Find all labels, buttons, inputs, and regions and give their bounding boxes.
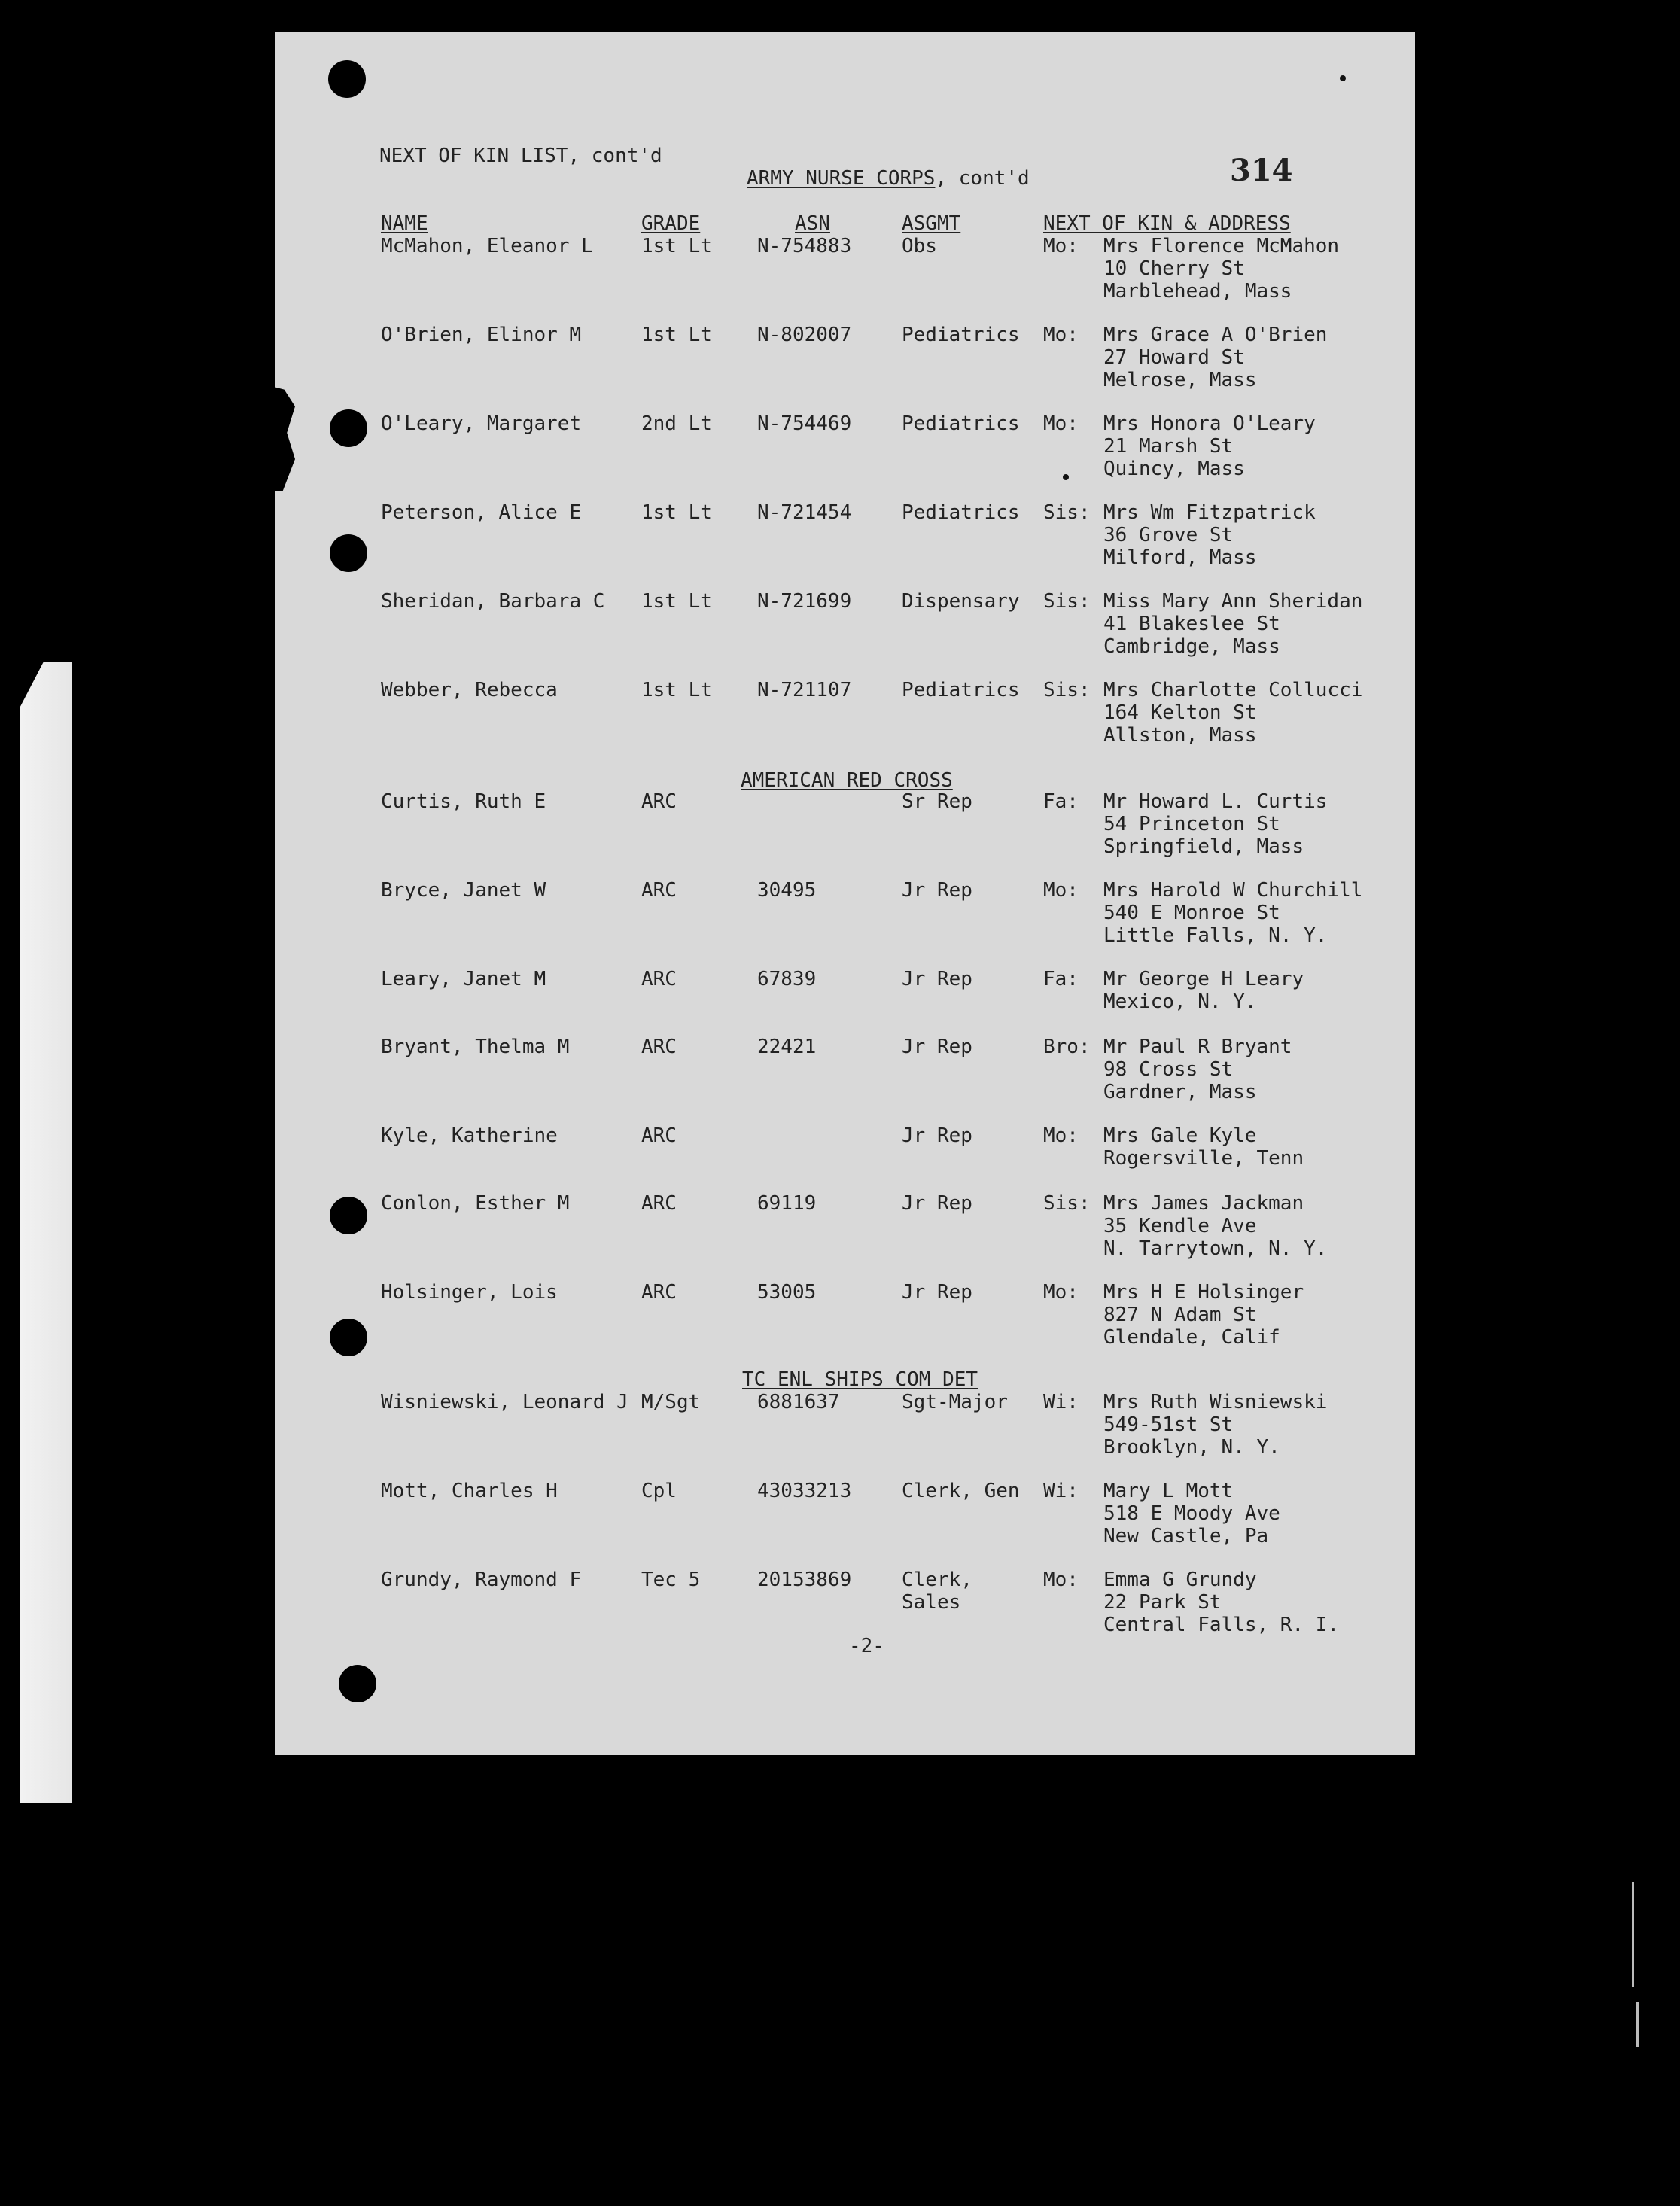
relationship: Mo: (1043, 1281, 1079, 1304)
grade: ARC (641, 1036, 677, 1058)
address-line: 540 E Monroe St (1103, 902, 1280, 924)
document-page (275, 32, 1415, 1755)
punch-hole (328, 60, 366, 98)
grade: 1st Lt (641, 324, 712, 346)
address-line: Mrs Honora O'Leary (1103, 412, 1316, 435)
table-row (275, 501, 1415, 574)
asn: 22421 (757, 1036, 817, 1058)
assignment-line: Jr Rep (902, 1124, 972, 1147)
table-row (275, 968, 1415, 1040)
assignment-line: Jr Rep (902, 1192, 972, 1215)
table-row (275, 790, 1415, 863)
person-name: Kyle, Katherine (381, 1124, 558, 1147)
column-header-name: NAME (381, 212, 428, 235)
person-name: O'Brien, Elinor M (381, 324, 582, 346)
address-line: 41 Blakeslee St (1103, 613, 1280, 635)
person-name: Bryce, Janet W (381, 879, 546, 902)
next-of-kin-address (1103, 1281, 1304, 1349)
address-line: Mary L Mott (1103, 1480, 1234, 1502)
address-line: Mrs Harold W Churchill (1103, 879, 1363, 902)
assignment-line: Sgt-Major (902, 1391, 1008, 1413)
address-line: 518 E Moody Ave (1103, 1502, 1280, 1525)
address-line: Mr Paul R Bryant (1103, 1036, 1292, 1058)
next-of-kin-address (1103, 501, 1316, 569)
address-line: Glendale, Calif (1103, 1326, 1280, 1349)
person-name: Sheridan, Barbara C (381, 590, 605, 613)
address-line: Quincy, Mass (1103, 458, 1245, 480)
film-mark (1632, 1882, 1634, 1987)
next-of-kin-address (1103, 1391, 1327, 1459)
address-line: Mrs James Jackman (1103, 1192, 1304, 1215)
assignment (902, 235, 937, 257)
page-footer: -2- (849, 1635, 884, 1657)
address-line: 35 Kendle Ave (1103, 1215, 1257, 1237)
table-row (275, 1036, 1415, 1108)
relationship: Sis: (1043, 590, 1091, 613)
column-header-kin: NEXT OF KIN & ADDRESS (1043, 212, 1291, 235)
person-name: O'Leary, Margaret (381, 412, 582, 435)
address-line: Mrs Charlotte Collucci (1103, 679, 1363, 701)
assignment (902, 1391, 1008, 1413)
person-name: Wisniewski, Leonard J (381, 1391, 628, 1413)
address-line: Milford, Mass (1103, 546, 1257, 569)
assignment (902, 590, 1020, 613)
table-row (275, 879, 1415, 951)
address-line: Mr George H Leary (1103, 968, 1304, 990)
asn: N-754883 (757, 235, 852, 257)
asn: N-802007 (757, 324, 852, 346)
assignment-line: Pediatrics (902, 501, 1020, 524)
asn: 30495 (757, 879, 817, 902)
address-line: Mrs Grace A O'Brien (1103, 324, 1328, 346)
next-of-kin-address (1103, 879, 1362, 947)
grade: ARC (641, 968, 677, 990)
relationship: Sis: (1043, 501, 1091, 524)
grade: 2nd Lt (641, 412, 712, 435)
table-row (275, 412, 1415, 485)
asn: N-721699 (757, 590, 852, 613)
assignment (902, 1124, 972, 1147)
address-line: Mrs Wm Fitzpatrick (1103, 501, 1316, 524)
column-header-grade: GRADE (641, 212, 701, 235)
asn: 53005 (757, 1281, 817, 1304)
speck (1340, 75, 1346, 81)
address-line: 22 Park St (1103, 1591, 1222, 1614)
assignment (902, 879, 972, 902)
relationship: Sis: (1043, 1192, 1091, 1215)
relationship: Wi: (1043, 1480, 1079, 1502)
address-line: 36 Grove St (1103, 524, 1234, 546)
next-of-kin-address (1103, 1480, 1280, 1547)
grade: ARC (641, 790, 677, 813)
table-row (275, 1480, 1415, 1552)
relationship: Sis: (1043, 679, 1091, 701)
address-line: N. Tarrytown, N. Y. (1103, 1237, 1328, 1260)
next-of-kin-address (1103, 235, 1339, 303)
address-line: Marblehead, Mass (1103, 280, 1292, 303)
grade: M/Sgt (641, 1391, 701, 1413)
address-line: Mr Howard L. Curtis (1103, 790, 1328, 813)
column-header-asn: ASN (795, 212, 830, 235)
column-header-asgmt: ASGMT (902, 212, 961, 235)
assignment-line: Pediatrics (902, 324, 1020, 346)
assignment (902, 1569, 972, 1614)
address-line: Brooklyn, N. Y. (1103, 1436, 1280, 1459)
assignment (902, 1192, 972, 1215)
table-row (275, 679, 1415, 751)
relationship: Wi: (1043, 1391, 1079, 1413)
assignment-line: Jr Rep (902, 1281, 972, 1304)
address-line: Gardner, Mass (1103, 1081, 1257, 1103)
assignment (902, 412, 1020, 435)
person-name: McMahon, Eleanor L (381, 235, 593, 257)
grade: Tec 5 (641, 1569, 701, 1591)
address-line: New Castle, Pa (1103, 1525, 1269, 1547)
asn: 67839 (757, 968, 817, 990)
address-line: Melrose, Mass (1103, 369, 1257, 391)
section-heading-tc: TC ENL SHIPS COM DET (742, 1368, 978, 1391)
assignment (902, 1480, 1020, 1502)
person-name: Conlon, Esther M (381, 1192, 570, 1215)
next-of-kin-address (1103, 1192, 1327, 1260)
address-line: Miss Mary Ann Sheridan (1103, 590, 1363, 613)
relationship: Bro: (1043, 1036, 1091, 1058)
address-line: Central Falls, R. I. (1103, 1614, 1340, 1636)
section-header (747, 167, 1030, 190)
page-number: 314 (1230, 153, 1293, 188)
address-line: 98 Cross St (1103, 1058, 1234, 1081)
assignment (902, 1036, 972, 1058)
asn: N-721454 (757, 501, 852, 524)
next-of-kin-address (1103, 1124, 1304, 1170)
relationship: Mo: (1043, 879, 1079, 902)
table-row (275, 1391, 1415, 1463)
address-line: Allston, Mass (1103, 724, 1257, 747)
table-row (275, 235, 1415, 307)
address-line: 54 Princeton St (1103, 813, 1280, 835)
address-line: Mrs Gale Kyle (1103, 1124, 1257, 1147)
relationship: Fa: (1043, 790, 1079, 813)
grade: 1st Lt (641, 679, 712, 701)
address-line: 164 Kelton St (1103, 701, 1257, 724)
address-line: Springfield, Mass (1103, 835, 1304, 858)
asn: 20153869 (757, 1569, 852, 1591)
address-line: Little Falls, N. Y. (1103, 924, 1328, 947)
assignment-line: Pediatrics (902, 679, 1020, 701)
assignment (902, 968, 972, 990)
relationship: Mo: (1043, 1124, 1079, 1147)
film-edge-strip (20, 662, 72, 1803)
assignment (902, 679, 1020, 701)
grade: Cpl (641, 1480, 677, 1502)
address-line: 10 Cherry St (1103, 257, 1245, 280)
grade: ARC (641, 1124, 677, 1147)
grade: 1st Lt (641, 501, 712, 524)
next-of-kin-address (1103, 412, 1316, 480)
grade: 1st Lt (641, 590, 712, 613)
address-line: 549-51st St (1103, 1413, 1234, 1436)
next-of-kin-address (1103, 790, 1327, 858)
assignment-line: Jr Rep (902, 1036, 972, 1058)
assignment (902, 1281, 972, 1304)
relationship: Fa: (1043, 968, 1079, 990)
address-line: 827 N Adam St (1103, 1304, 1257, 1326)
assignment (902, 324, 1020, 346)
punch-hole (339, 1665, 376, 1702)
assignment-line: Jr Rep (902, 879, 972, 902)
assignment-line: Sales (902, 1591, 961, 1614)
section-title: ARMY NURSE CORPS (747, 167, 936, 190)
assignment-line: Clerk, (902, 1569, 972, 1591)
assignment (902, 501, 1020, 524)
assignment-line: Clerk, Gen (902, 1480, 1020, 1502)
table-row (275, 1569, 1415, 1641)
section-heading-red-cross: AMERICAN RED CROSS (741, 769, 953, 792)
assignment-line: Jr Rep (902, 968, 972, 990)
grade: 1st Lt (641, 235, 712, 257)
assignment-line: Dispensary (902, 590, 1020, 613)
address-line: 27 Howard St (1103, 346, 1245, 369)
relationship: Mo: (1043, 412, 1079, 435)
next-of-kin-address (1103, 590, 1362, 658)
next-of-kin-address (1103, 1569, 1339, 1636)
relationship: Mo: (1043, 324, 1079, 346)
person-name: Curtis, Ruth E (381, 790, 546, 813)
relationship: Mo: (1043, 1569, 1079, 1591)
relationship: Mo: (1043, 235, 1079, 257)
next-of-kin-address (1103, 324, 1327, 391)
person-name: Peterson, Alice E (381, 501, 582, 524)
assignment-line: Sr Rep (902, 790, 972, 813)
table-row (275, 1192, 1415, 1264)
next-of-kin-address (1103, 679, 1362, 747)
asn: 69119 (757, 1192, 817, 1215)
person-name: Holsinger, Lois (381, 1281, 558, 1304)
address-line: Cambridge, Mass (1103, 635, 1280, 658)
person-name: Mott, Charles H (381, 1480, 558, 1502)
address-line: 21 Marsh St (1103, 435, 1234, 458)
address-line: Mexico, N. Y. (1103, 990, 1257, 1013)
person-name: Grundy, Raymond F (381, 1569, 582, 1591)
grade: ARC (641, 1281, 677, 1304)
person-name: Leary, Janet M (381, 968, 546, 990)
address-line: Mrs Florence McMahon (1103, 235, 1340, 257)
address-line: Emma G Grundy (1103, 1569, 1257, 1591)
address-line: Mrs Ruth Wisniewski (1103, 1391, 1328, 1413)
table-row (275, 1124, 1415, 1197)
table-row (275, 324, 1415, 396)
grade: ARC (641, 879, 677, 902)
film-mark (1636, 2002, 1639, 2047)
asn: 43033213 (757, 1480, 852, 1502)
address-line: Mrs H E Holsinger (1103, 1281, 1304, 1304)
list-title: NEXT OF KIN LIST, cont'd (379, 145, 662, 167)
assignment-line: Obs (902, 235, 937, 257)
section-suffix: , cont'd (935, 167, 1030, 190)
table-row (275, 1281, 1415, 1353)
asn: 6881637 (757, 1391, 840, 1413)
person-name: Webber, Rebecca (381, 679, 558, 701)
asn: N-721107 (757, 679, 852, 701)
person-name: Bryant, Thelma M (381, 1036, 570, 1058)
next-of-kin-address (1103, 1036, 1292, 1103)
address-line: Rogersville, Tenn (1103, 1147, 1304, 1170)
table-row (275, 590, 1415, 662)
grade: ARC (641, 1192, 677, 1215)
assignment-line: Pediatrics (902, 412, 1020, 435)
assignment (902, 790, 972, 813)
next-of-kin-address (1103, 968, 1304, 1013)
asn: N-754469 (757, 412, 852, 435)
